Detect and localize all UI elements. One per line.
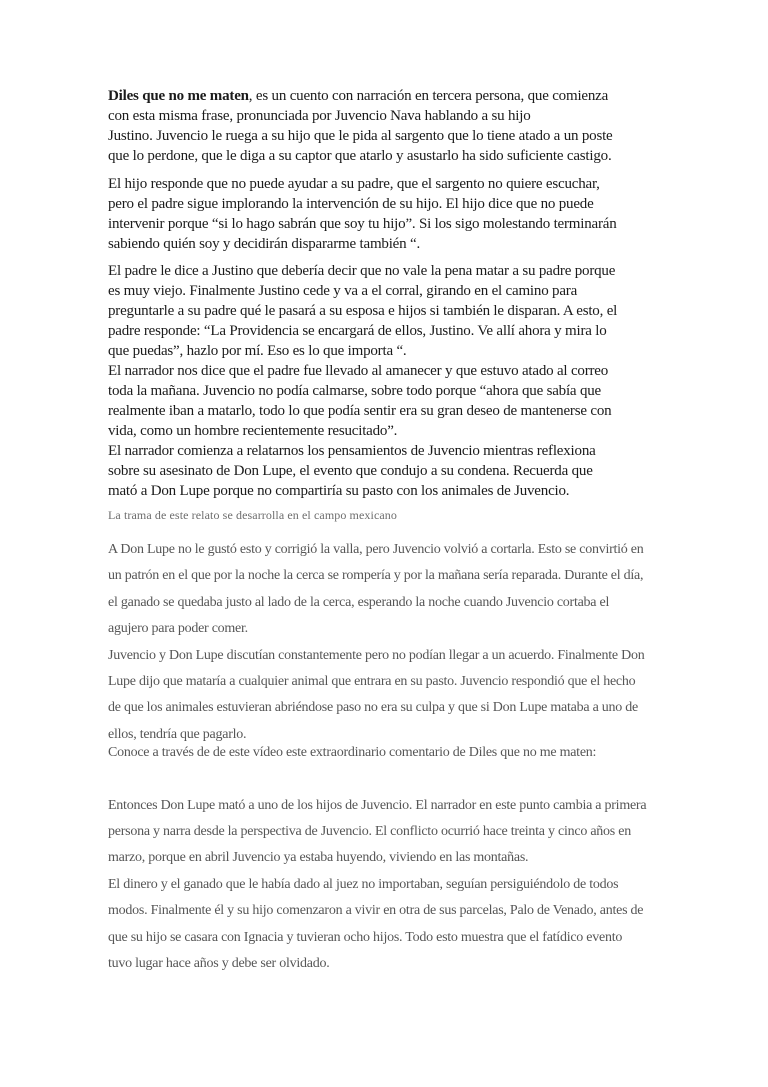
intro-lead-rest: , es un cuento con narración en tercera persona, que comienza: [248, 88, 609, 104]
paragraph-intro: [108, 86, 748, 166]
paragraph-money-cattle: El dinero y el ganado que le había dado al juez no importaban, seguían persiguiéndolo de todos modos. Finalmente él y su hijo comenzaron a vivir en otra de sus parcelas, Palo de Venado, antes de que su hijo se casara con Ignacia y tuvieran ocho hijos. Todo esto muestra que el fatídico evento tuvo lugar hace años y debe ser olvidado.: [108, 876, 644, 972]
paragraph-argument: Juvencio y Don Lupe discutían constantemente pero no podían llegar a un acuerdo. Finalmente Don Lupe dijo que mataría a cualquier animal que entrara en su pasto. Juvencio respondió que el hecho de que los animales estuvieran abriéndose paso no era su culpa y que si Don Lupe mataba a uno de ellos, tendría que pagarlo.: [108, 647, 645, 742]
setting-caption: La trama de este relato se desarrolla en el campo mexicano: [108, 508, 397, 522]
intro-first-line: [108, 86, 748, 106]
paragraph-son-response: El hijo responde que no puede ayudar a su padre, que el sargento no quiere escuchar, pero el padre sigue implorando la intervención de su hijo. El hijo dice que no puede intervenir porque “si lo hago sabrán que soy tu hijo”. Si los sigo molestando terminarán sabiendo quién soy y decidirán dispararme también “.: [108, 176, 617, 252]
paragraph-father-plea: El padre le dice a Justino que debería decir que no vale la pena matar a su padre porque es muy viejo. Finalmente Justino cede y va a el corral, girando en el camino para preguntarle a su padre qué le pasará a su esposa e hijos si también le disparan. A esto, el padre responde: “La Providencia se encargará de ellos, Justino. Ve allí ahora y mira lo que puedas”, hazlo por mí. Eso es lo que importa “. El narrador nos dice que el padre fue llevado al amanecer y que estuvo atado al correo toda la mañana. Juvencio no podía calmarse, sobre todo porque “ahora que sabía que realmente iban a matarlo, todo lo que podía sentir era su gran deseo de mantenerse con vida, como un hombre recientemente resucitado”. El narrador comienza a relatarnos los pensamientos de Juvencio mientras reflexiona sobre su asesinato de Don Lupe, el evento que condujo a su condena. Recuerda que mató a Don Lupe porque no compartiría su pasto con los animales de Juvencio.: [108, 263, 618, 499]
paragraph-fence-pattern: A Don Lupe no le gustó esto y corrigió la valla, pero Juvencio volvió a cortarla. Esto se convirtió en un patrón en el que por la noche la cerca se rompería y por la mañana sería reparada. Durante el día, el ganado se quedaba justo al lado de la cerca, esperando la noche cuando Juvencio cortaba el agujero para poder comer.: [108, 542, 644, 637]
paragraph-video-invite: Conoce a través de de este vídeo este extraordinario comentario de Diles que no me maten:: [108, 745, 597, 761]
story-title: Diles que no me maten: [108, 88, 249, 104]
paragraph-killing-flashback: Entonces Don Lupe mató a uno de los hijos de Juvencio. El narrador en este punto cambia a primera persona y narra desde la perspectiva de Juvencio. El conflicto ocurrió hace treinta y cinco años en marzo, porque en abril Juvencio ya estaba huyendo, viviendo en las montañas.: [108, 797, 647, 866]
intro-lines: con esta misma frase, pronunciada por Juvencio Nava hablando a su hijo Justino. Juvencio le ruega a su hijo que le pida al sargento que lo tiene atado a un poste que lo perdone, que le diga a su captor que atarlo y asustarlo ha sido suficiente castigo.: [108, 108, 613, 164]
